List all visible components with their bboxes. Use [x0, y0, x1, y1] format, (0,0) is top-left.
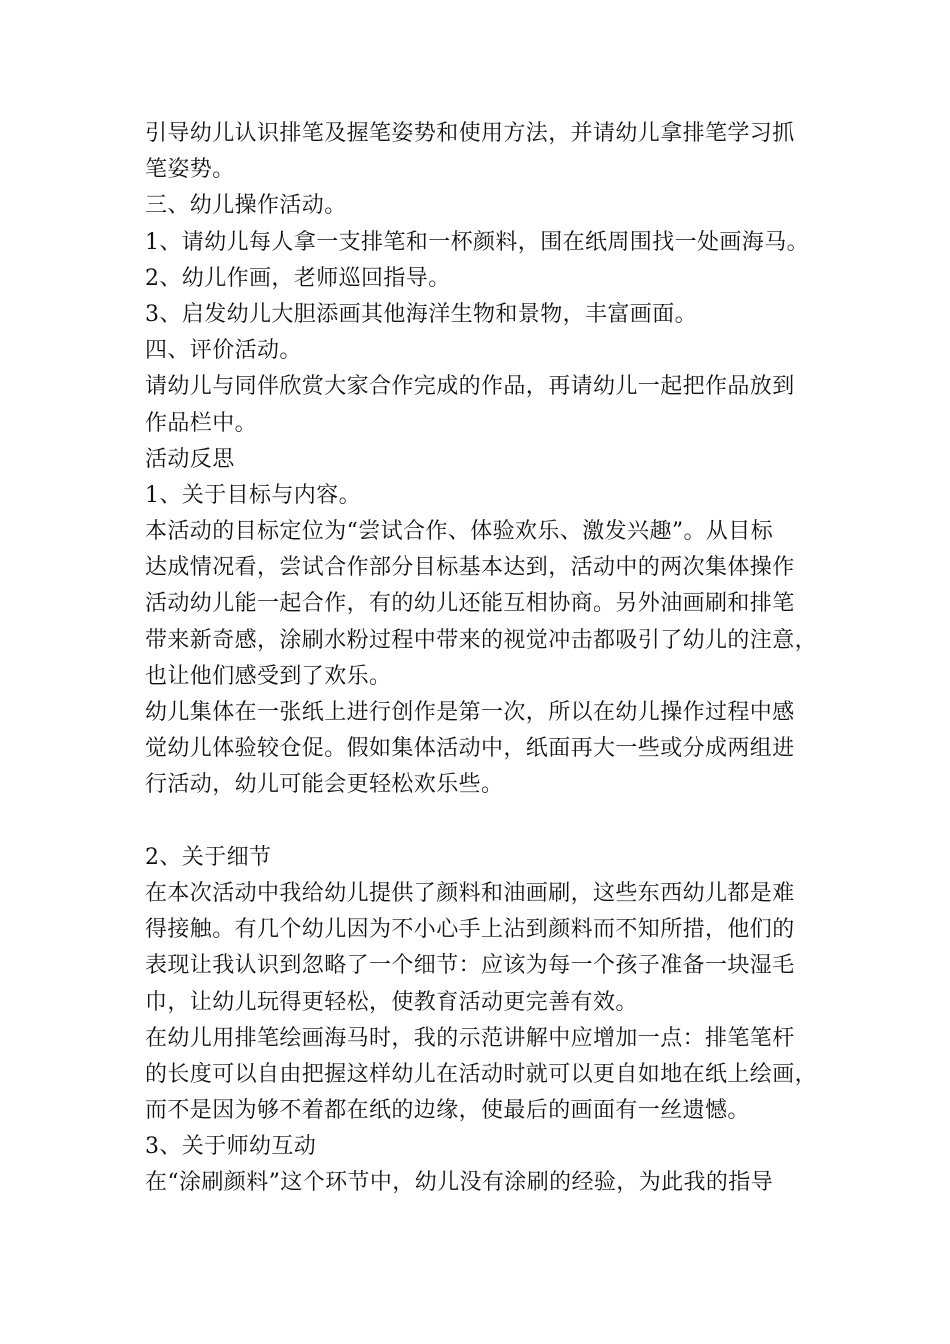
text-line: 1、请幼儿每人拿一支排笔和一杯颜料，围在纸周围找一处画海马。 — [145, 229, 809, 255]
text-line: 得接触。有几个幼儿因为不小心手上沾到颜料而不知所措，他们的 — [145, 917, 795, 943]
section-heading: 四、评价活动。 — [145, 338, 302, 364]
text-line: 作品栏中。 — [145, 410, 258, 436]
text-line: 达成情况看，尝试合作部分目标基本达到，活动中的两次集体操作 — [145, 555, 795, 581]
text-line: 也让他们感受到了欢乐。 — [145, 663, 392, 689]
subsection-heading: 1、关于目标与内容。 — [145, 482, 361, 508]
text-line: 的长度可以自由把握这样幼儿在活动时就可以更自如地在纸上绘画， — [145, 1061, 818, 1087]
text-line: 本活动的目标定位为“尝试合作、体验欢乐、激发兴趣”。从目标 — [145, 519, 774, 545]
text-line: 2、幼儿作画，老师巡回指导。 — [145, 265, 451, 291]
text-line: 请幼儿与同伴欣赏大家合作完成的作品，再请幼儿一起把作品放到 — [145, 374, 795, 400]
text-line: 幼儿集体在一张纸上进行创作是第一次，所以在幼儿操作过程中感 — [145, 700, 795, 725]
text-line: 3、启发幼儿大胆添画其他海洋生物和景物，丰富画面。 — [145, 301, 697, 327]
subsection-heading: 3、关于师幼互动 — [145, 1134, 317, 1160]
text-line: 觉幼儿体验较仓促。假如集体活动中，纸面再大一些或分成两组进 — [145, 736, 795, 762]
text-line: 表现让我认识到忽略了一个细节：应该为每一个孩子准备一块湿毛 — [145, 953, 795, 979]
text-line: 在本次活动中我给幼儿提供了颜料和油画刷，这些东西幼儿都是难 — [145, 880, 795, 906]
text-line: 行活动，幼儿可能会更轻松欢乐些。 — [145, 772, 504, 798]
text-line: 带来新奇感，涂刷水粉过程中带来的视觉冲击都吸引了幼儿的注意， — [145, 627, 818, 653]
blank-line — [145, 804, 825, 840]
subsection-heading: 2、关于细节 — [145, 844, 272, 870]
text-line: 而不是因为够不着都在纸的边缘，使最后的画面有一丝遗憾。 — [145, 1098, 750, 1124]
section-heading: 活动反思 — [145, 446, 235, 472]
text-line: 在幼儿用排笔绘画海马时，我的示范讲解中应增加一点：排笔笔杆 — [145, 1025, 795, 1051]
text-line: 笔姿势。 — [145, 157, 235, 183]
text-line: 活动幼儿能一起合作，有的幼儿还能互相协商。另外油画刷和排笔 — [145, 591, 795, 617]
section-heading: 三、幼儿操作活动。 — [145, 193, 347, 219]
text-line: 在“涂刷颜料”这个环节中，幼儿没有涂刷的经验，为此我的指导 — [145, 1170, 774, 1196]
text-line: 巾，让幼儿玩得更轻松，使教育活动更完善有效。 — [145, 989, 638, 1015]
text-line: 引导幼儿认识排笔及握笔姿势和使用方法，并请幼儿拿排笔学习抓 — [145, 121, 795, 146]
document-body — [145, 116, 825, 1202]
